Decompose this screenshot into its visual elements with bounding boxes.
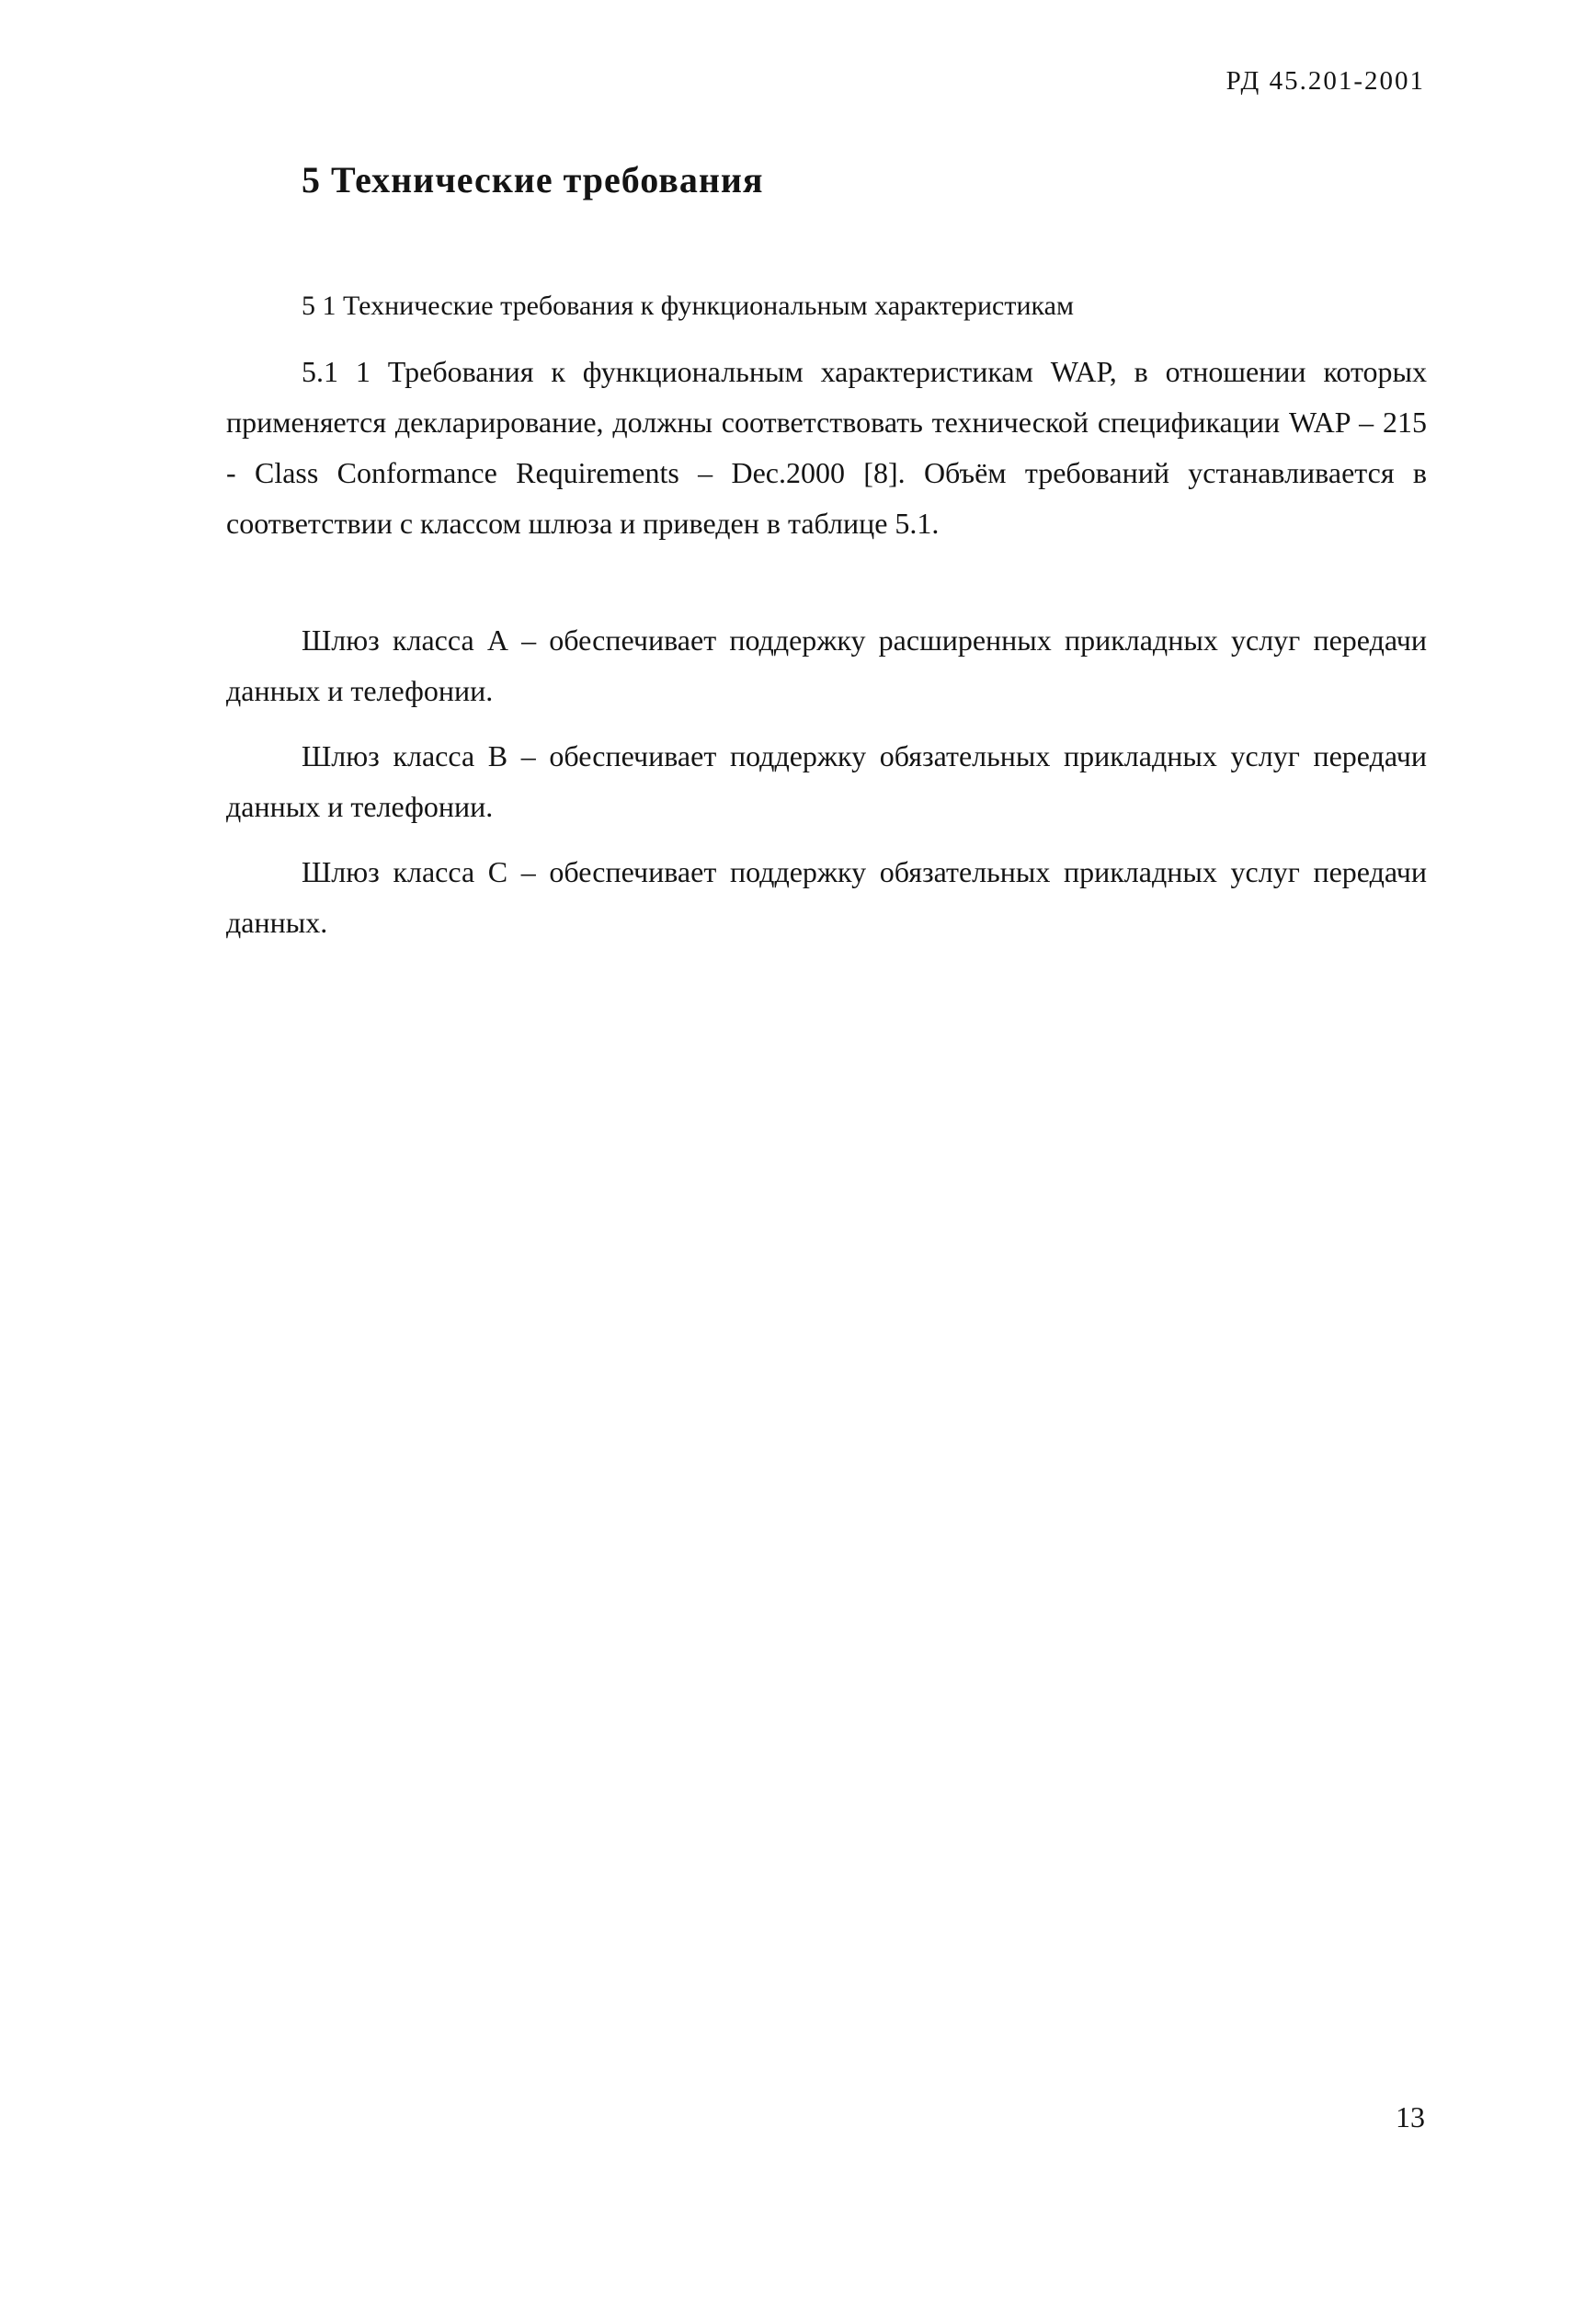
paragraph-gateway-class-a: Шлюз класса А – обеспечивает поддержку расширенных прикладных услуг передачи данных и телефонии. [226, 623, 1427, 707]
paragraph-gateway-class-c: Шлюз класса С – обеспечивает поддержку обязательных прикладных услуг передачи данных. [226, 855, 1427, 939]
paragraph-gateway-class-b: Шлюз класса В – обеспечивает поддержку обязательных прикладных услуг передачи данных и телефонии. [226, 739, 1427, 823]
section-title: 5 Технические требования [302, 159, 764, 200]
page-number: 13 [1396, 2100, 1425, 2133]
paragraph-requirements: 5.1 1 Требования к функциональным характеристикам WAP, в отношении которых применяется декларирование, должны соответствовать технической спецификации WAP – 215 - Class Conformance Requirements – Dec.2000 [8]. Объём требований устанавливается в соответствии с классом шлюза и приведен в таблице 5.1. [226, 355, 1427, 540]
document-code: РД 45.201-2001 [1226, 66, 1425, 96]
subsection-title: 5 1 Технические требования к функциональным характеристикам [302, 291, 1074, 321]
